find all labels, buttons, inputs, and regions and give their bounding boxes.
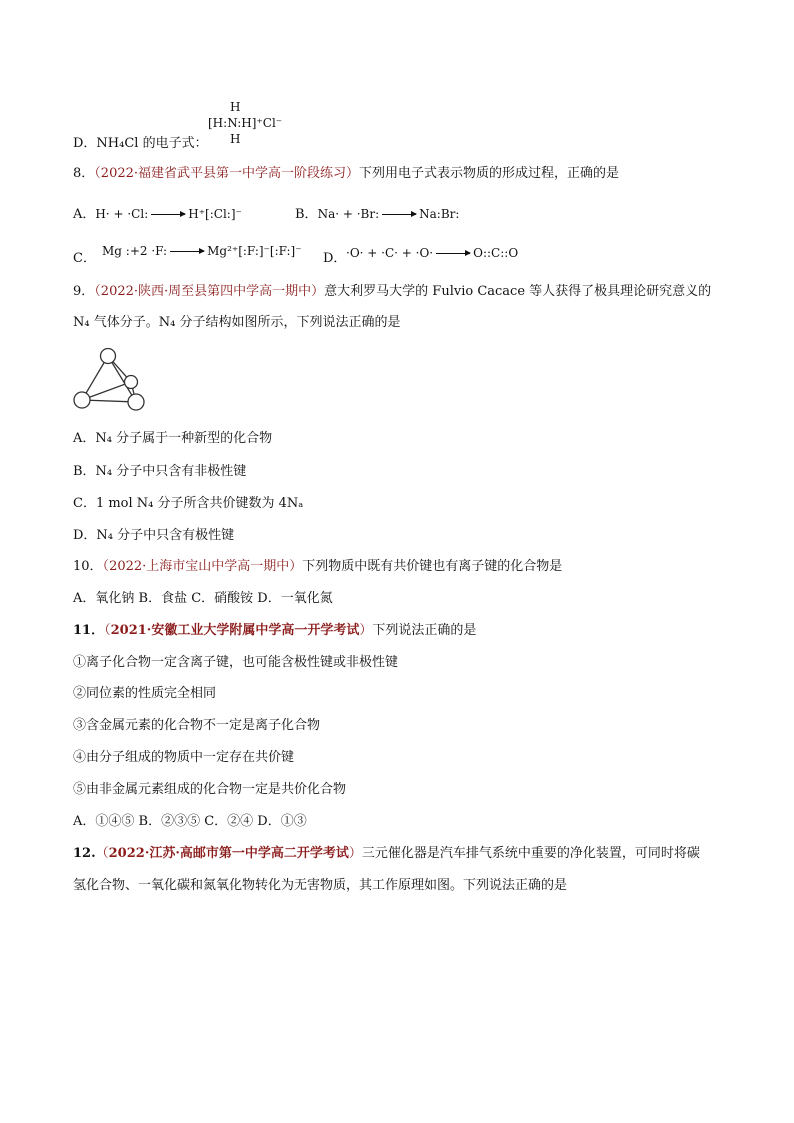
q11-statement-2: ②同位素的性质完全相同	[73, 686, 217, 701]
q10-source-open: （	[102, 559, 110, 574]
q10-source: 2022·上海市宝山中学高一期中	[109, 559, 290, 574]
q12-question-text-1: 三元催化器是汽车排气系统中重要的净化装置，可同时将碳	[361, 846, 700, 861]
nh4cl-electron-formula: [H:N:H]⁺Cl⁻	[208, 116, 283, 130]
q11-question-text: 下列说法正确的是	[372, 623, 477, 638]
q11-statement-1: ①离子化合物一定含离子键，也可能含极性键或非极性键	[73, 655, 399, 670]
q11-statement-5: ⑤由非金属元素组成的化合物一定是共价化合物	[73, 782, 347, 797]
q12-question-line1	[73, 845, 700, 863]
q8-option-d-formula	[346, 244, 518, 262]
q9-option-a: A．N₄ 分子属于一种新型的化合物	[73, 431, 273, 446]
reaction-arrow-icon	[151, 214, 185, 215]
reaction-arrow-icon	[170, 251, 204, 252]
q8-d-left: ·O· + ·C· + ·O·	[346, 246, 434, 260]
q12-question-line2: 氢化合物、一氧化碳和氮氧化物转化为无害物质，其工作原理如图。下列说法正确的是	[73, 878, 568, 893]
q9-option-b: B．N₄ 分子中只含有非极性键	[73, 464, 247, 479]
q8-number: 8．	[73, 166, 95, 181]
q11-source: 2021·安徽工业大学附属中学高一开学考试	[110, 623, 360, 638]
q11-source-close: ）	[359, 623, 373, 638]
nh4cl-formula-bottom: H	[230, 132, 241, 146]
q11-statement-3: ③含金属元素的化合物不一定是离子化合物	[73, 718, 321, 733]
q10-number: 10．	[73, 559, 103, 574]
q8-c-left: Mg :+2 ·F:	[102, 244, 168, 258]
reaction-arrow-icon	[436, 253, 470, 254]
q11-source-open: （	[104, 623, 111, 638]
q9-number: 9．	[73, 284, 95, 299]
q8-d-right: O::C::O	[473, 246, 519, 260]
q9-option-c: C．1 mol N₄ 分子所含共价键数为 4Nₐ	[73, 496, 304, 511]
q10-options: A．氧化钠 B．食盐 C．硝酸铵 D．一氧化氮	[73, 591, 333, 606]
q9-option-d: D．N₄ 分子中只含有极性键	[73, 528, 235, 543]
q9-source-open: （	[94, 284, 101, 299]
q12-source: 2022·江苏·高邮市第一中学高二开学考试	[108, 846, 349, 861]
q11-options: A．①④⑤ B．②③⑤ C．②④ D．①③	[73, 814, 307, 829]
q8-c-label: C．	[73, 251, 96, 266]
n4-molecule-structure	[70, 348, 150, 412]
q8-d-label: D．	[323, 251, 347, 266]
q12-source-close: ）	[348, 846, 362, 861]
q9-question-text-1: 意大利罗马大学的 Fulvio Cacace 等人获得了极具理论研究意义的	[324, 284, 712, 299]
q11-question	[73, 622, 476, 640]
q9-source: 2022·陕西·周至县第四中学高一期中	[100, 284, 312, 299]
q8-option-c	[73, 250, 96, 268]
q10-source-close: ）	[289, 559, 303, 574]
q8-option-b	[295, 205, 459, 224]
q10-question-text: 下列物质中既有共价键也有离子键的化合物是	[302, 559, 563, 574]
q8-b-right: Na:Br:	[419, 207, 460, 221]
q8-a-right: H⁺[:Cl:]⁻	[188, 207, 242, 221]
q10-question	[73, 558, 562, 576]
q8-option-d	[323, 250, 346, 268]
q9-source-close: ）	[311, 284, 325, 299]
q8-b-label: B．	[295, 207, 318, 222]
q8-a-label: A．	[73, 207, 96, 222]
q7-option-d: D．NH₄Cl 的电子式：	[73, 136, 208, 151]
q8-b-left: Na· + ·Br:	[317, 207, 380, 221]
q11-statement-4: ④由分子组成的物质中一定存在共价键	[73, 750, 295, 765]
nh4cl-formula-top: H	[230, 100, 241, 114]
q8-option-c-formula	[102, 242, 302, 260]
q12-source-open: （	[95, 846, 109, 861]
q8-a-left: H· + ·Cl:	[95, 207, 149, 221]
q8-option-a	[73, 205, 242, 224]
q12-number: 12.	[73, 846, 96, 861]
q8-source: 2022·福建省武平县第一中学高一阶段练习	[100, 166, 347, 181]
q11-number: 11．	[73, 623, 105, 638]
q8-source-close: ）	[346, 166, 360, 181]
q8-question-text: 下列用电子式表示物质的形成过程，正确的是	[359, 166, 620, 181]
q9-question-line1	[73, 283, 711, 301]
reaction-arrow-icon	[382, 214, 416, 215]
q9-question-line2: N₄ 气体分子。N₄ 分子结构如图所示，下列说法正确的是	[73, 315, 401, 330]
q8-question	[73, 165, 619, 183]
q8-source-open: （	[94, 166, 101, 181]
q8-c-right: Mg²⁺[:F:]⁻[:F:]⁻	[207, 244, 302, 258]
